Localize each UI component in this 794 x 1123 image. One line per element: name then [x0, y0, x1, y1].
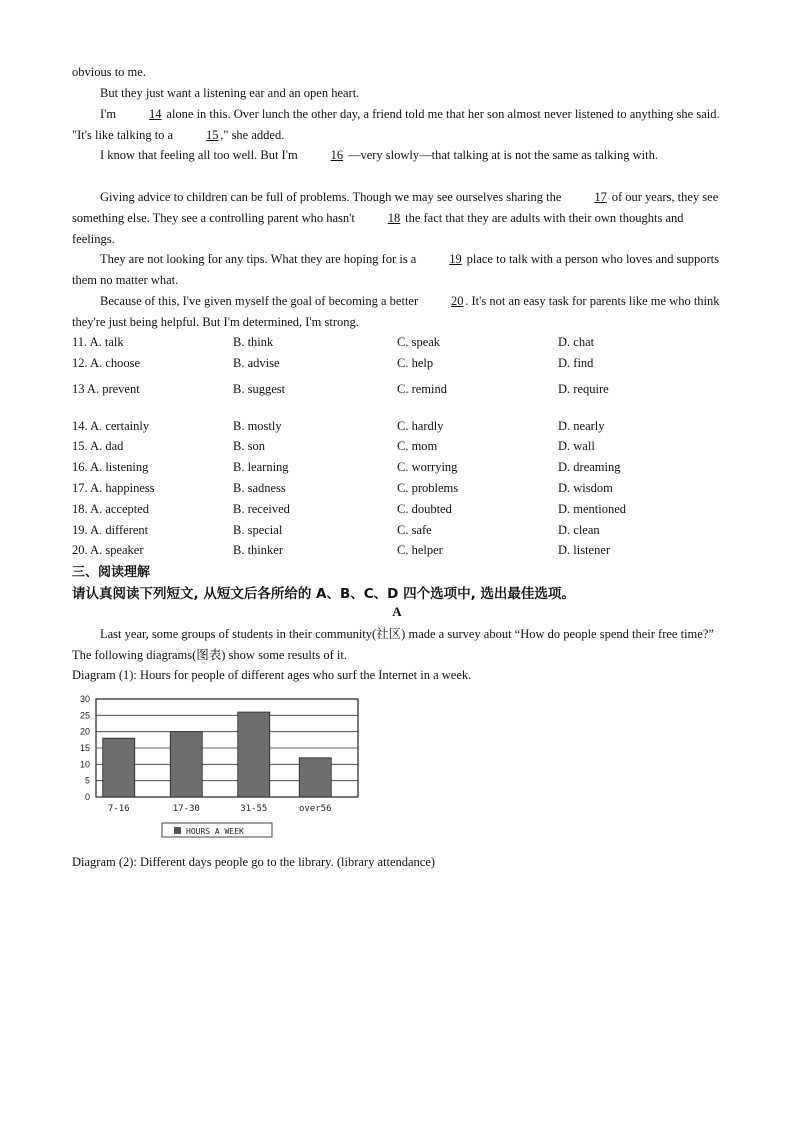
bar-31-55	[238, 712, 270, 797]
option-13-b: B. suggest	[233, 382, 286, 396]
section-instruction: 请认真阅读下列短文, 从短文后各所给的 A、B、C、D 四个选项中, 选出最佳选项。	[72, 586, 575, 602]
option-17-c: C. problems	[397, 481, 459, 495]
y-tick-label: 15	[79, 743, 90, 753]
option-18-b: B. received	[233, 502, 290, 516]
text: place to talk with a person who loves and supports them no matter what.	[72, 252, 719, 287]
blank-18: 18	[387, 210, 401, 225]
option-13-c: C. remind	[397, 382, 447, 396]
text: of our years, they see something else. They see a controlling parent who hasn't	[72, 190, 719, 225]
option-11-c: C. speak	[397, 335, 441, 349]
x-category-label: 17-30	[172, 804, 200, 814]
passage-paragraph-4	[72, 187, 722, 249]
option-13-a: 13 A. prevent	[72, 382, 140, 396]
option-17-b: B. sadness	[233, 481, 286, 495]
options-row-13	[72, 379, 722, 399]
bar-chart-svg	[72, 693, 372, 843]
passage-paragraph-6	[72, 291, 722, 333]
option-11-b: B. think	[233, 335, 274, 349]
option-17-d: D. wisdom	[558, 481, 613, 495]
text: I'm	[100, 107, 120, 121]
option-11-a: 11. A. talk	[72, 335, 124, 349]
options-row-14	[72, 416, 722, 436]
text: . It's not an easy task for parents like me who think they're just being helpful. But I'm determined, I'm strong.	[72, 294, 720, 329]
bar-chart	[72, 693, 372, 843]
option-16-a: 16. A. listening	[72, 460, 149, 474]
option-15-c: C. mom	[397, 439, 438, 453]
y-tick-label: 0	[84, 792, 90, 802]
option-13-d: D. require	[558, 382, 609, 396]
option-19-c: C. safe	[397, 523, 432, 537]
diagram-1-caption: Diagram (1): Hours for people of different ages who surf the Internet in a week.	[72, 668, 472, 682]
y-tick-label: 20	[79, 726, 90, 737]
option-16-d: D. dreaming	[558, 460, 621, 474]
option-15-d: D. wall	[558, 439, 595, 453]
passage-paragraph-2	[72, 104, 722, 146]
x-category-label: over56	[298, 804, 332, 814]
text: I know that feeling all too well. But I'm	[100, 148, 301, 162]
passage-letter: A	[392, 604, 402, 619]
option-18-a: 18. A. accepted	[72, 502, 150, 516]
option-18-d: D. mentioned	[558, 502, 627, 516]
text: They are not looking for any tips. What they are hoping for is a	[100, 252, 420, 266]
option-14-c: C. hardly	[397, 419, 444, 433]
diagram-2-caption: Diagram (2): Different days people go to the library. (library attendance)	[72, 855, 436, 869]
bar-over56	[299, 758, 331, 797]
legend-swatch	[174, 827, 181, 834]
chart-legend	[162, 823, 272, 837]
option-19-a: 19. A. different	[72, 523, 149, 537]
blank-14: 14	[149, 107, 162, 121]
option-20-c: C. helper	[397, 543, 443, 557]
passage-paragraph-1: But they just want a listening ear and an open heart.	[100, 86, 360, 100]
text: the fact that they are adults with their own thoughts and feelings.	[72, 210, 684, 246]
text: ," she added.	[220, 127, 285, 142]
y-tick-label: 5	[84, 775, 90, 786]
blank-16: 16	[330, 148, 344, 162]
option-12-b: B. advise	[233, 356, 280, 370]
blank-19: 19	[449, 252, 462, 266]
passage-fragment: obvious to me.	[72, 65, 146, 79]
reading-intro: Last year, some groups of students in their community(社区) made a survey about “How do people spend their free time?” The following diagrams(图表) show some results of it.	[72, 627, 714, 662]
option-15-a: 15. A. dad	[72, 439, 124, 453]
options-row-20	[72, 540, 722, 560]
y-tick-label: 25	[79, 710, 90, 721]
options-row-19	[72, 520, 722, 540]
blank-17: 17	[594, 190, 607, 204]
options-row-17	[72, 478, 722, 498]
text: alone in this. Over lunch the other day, a friend told me that her son almost never listened to anything she said. "It's like talking to a	[72, 107, 720, 142]
legend-label: HOURS A WEEK	[186, 827, 244, 836]
text: —very slowly—that talking at is not the same as talking with.	[344, 148, 658, 162]
bar-17-30	[170, 732, 202, 797]
option-14-d: D. nearly	[558, 419, 605, 433]
option-18-c: C. doubted	[397, 502, 452, 516]
passage-paragraph-3	[72, 145, 722, 166]
option-20-d: D. listener	[558, 543, 611, 557]
blank-15: 15	[205, 127, 219, 142]
option-14-b: B. mostly	[233, 419, 282, 433]
option-16-c: C. worrying	[397, 460, 458, 474]
section-title: 三、阅读理解	[72, 565, 151, 580]
option-17-a: 17. A. happiness	[72, 481, 155, 495]
y-tick-label: 30	[79, 694, 90, 704]
options-row-18	[72, 499, 722, 519]
option-19-b: B. special	[233, 523, 283, 537]
option-15-b: B. son	[233, 439, 265, 453]
y-tick-label: 10	[79, 759, 90, 770]
option-20-b: B. thinker	[233, 543, 283, 557]
options-row-16	[72, 457, 722, 477]
passage-paragraph-5	[72, 249, 722, 291]
option-19-d: D. clean	[558, 523, 600, 537]
blank-20: 20	[451, 294, 464, 308]
option-16-b: B. learning	[233, 460, 289, 474]
options-row-15	[72, 436, 722, 456]
option-12-d: D. find	[558, 356, 594, 370]
x-category-label: 31-55	[240, 804, 268, 814]
bar-7-16	[103, 738, 135, 797]
options-row-12	[72, 353, 722, 373]
text: Because of this, I've given myself the goal of becoming a better	[100, 294, 422, 308]
text: Giving advice to children can be full of problems. Though we may see ourselves sharing the	[100, 190, 565, 204]
option-11-d: D. chat	[558, 335, 595, 349]
option-12-c: C. help	[397, 356, 434, 370]
option-12-a: 12. A. choose	[72, 356, 141, 370]
x-category-label: 7-16	[107, 804, 130, 814]
option-14-a: 14. A. certainly	[72, 419, 150, 433]
option-20-a: 20. A. speaker	[72, 543, 144, 557]
options-row-11	[72, 332, 722, 352]
